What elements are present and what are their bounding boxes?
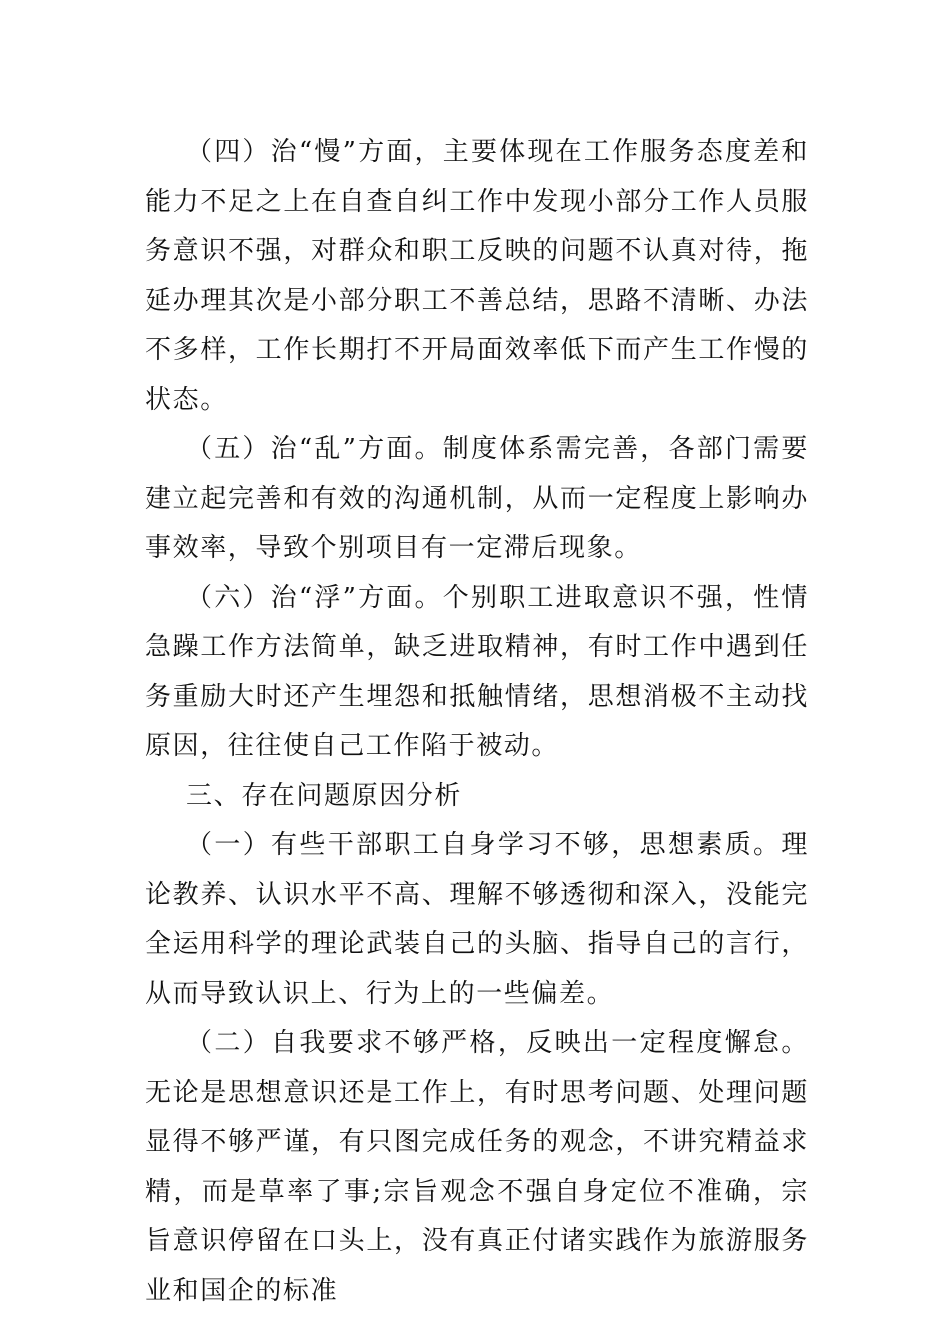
section-heading-cause-analysis: 三、存在问题原因分析: [186, 780, 463, 811]
paragraph-float: （六）治“浮”方面。个别职工进取意识不强，性情急躁工作方法简单，缺乏进取精神，有时工作中遇到任务重励大时还产生埋怨和抵触情绪，思想消极不主动找原因，往往使自己工作陷于被动。: [145, 582, 809, 761]
document-body: [145, 128, 809, 1316]
paragraph-slow: （四）治“慢”方面，主要体现在工作服务态度差和能力不足之上在自查自纠工作中发现小部分工作人员服务意识不强，对群众和职工反映的问题不认真对待，拖延办理其次是小部分职工不善总结，思路不清晰、办法不多样，工作长期打不开局面效率低下而产生工作慢的状态。: [145, 137, 809, 415]
paragraph-cause-two: （二）自我要求不够严格，反映出一定程度懈怠。无论是思想意识还是工作上，有时思考问题、处理问题显得不够严谨，有只图完成任务的观念，不讲究精益求精，而是草率了事;宗旨观念不强自身定位不准确，宗旨意识停留在口头上，没有真正付诸实践作为旅游服务业和国企的标准: [145, 1028, 809, 1306]
paragraph-cause-one: （一）有些干部职工自身学习不够，思想素质。理论教养、认识水平不高、理解不够透彻和深入，没能完全运用科学的理论武装自己的头脑、指导自己的言行，从而导致认识上、行为上的一些偏差。: [145, 830, 809, 1009]
paragraph-chaos: （五）治“乱”方面。制度体系需完善，各部门需要建立起完善和有效的沟通机制，从而一定程度上影响办事效率，导致个别项目有一定滞后现象。: [145, 434, 809, 563]
